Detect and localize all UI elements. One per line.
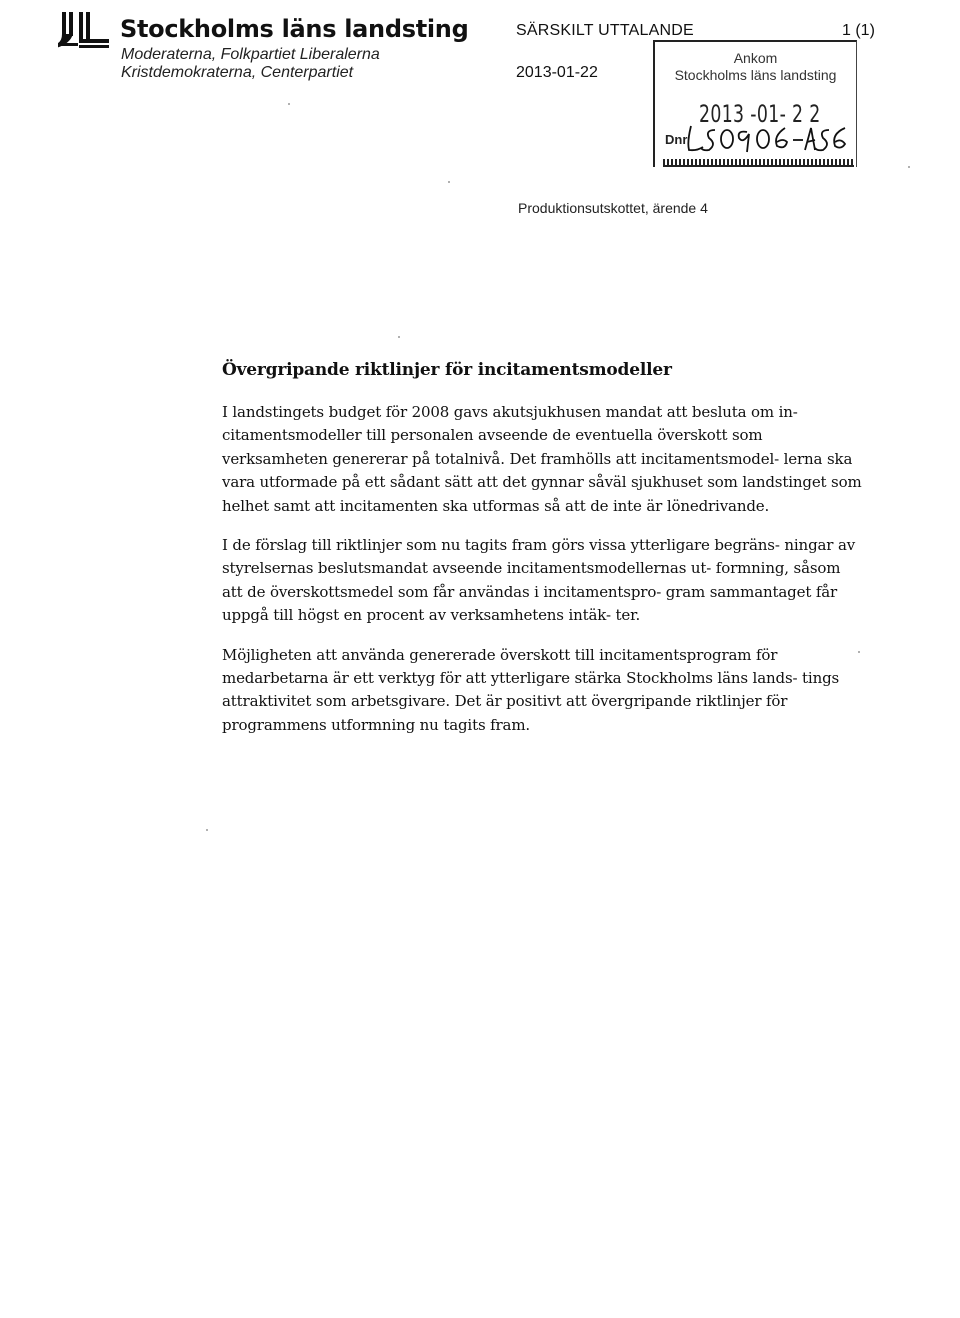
scan-speck: [398, 336, 400, 338]
parties-line-2: Kristdemokraterna, Centerpartiet: [121, 64, 354, 81]
received-stamp: [653, 40, 857, 167]
scan-speck: [288, 103, 290, 105]
stamp-perforation: [663, 159, 854, 167]
statement-body: [222, 360, 862, 753]
handwritten-dnr-signature: [681, 120, 851, 160]
scan-speck: [908, 166, 910, 168]
scan-speck: [858, 651, 860, 653]
parties-line-1: Moderaterna, Folkpartiet Liberalerna: [121, 46, 380, 63]
document-type: SÄRSKILT UTTALANDE: [516, 22, 694, 39]
committee-reference: Produktionsutskottet, ärende 4: [518, 200, 708, 216]
scan-speck: [206, 829, 208, 831]
scan-speck: [448, 181, 450, 183]
stamp-received-date: 2013 -01- 2 2: [699, 100, 821, 128]
stamp-label-received: Ankom: [733, 50, 778, 66]
document-date: 2013-01-22: [516, 64, 598, 81]
organization-name: Stockholms läns landsting: [120, 15, 469, 43]
stamp-label-organization: Stockholms läns landsting: [674, 67, 837, 83]
paragraph-1: I landstingets budget för 2008 gavs akutsjukhusen mandat att besluta om in- citamentsmodeller till personalen avseende de eventuella överskott som verksamheten genererar på totalnivå. Det framhölls att incitamentsmodel- lerna ska vara utformade på ett sådant sätt att det gynnar såväl sjukhuset som landstinget som helhet samt att incitamenten ska utformas så att de inte är lönedrivande.: [222, 403, 862, 515]
sll-logo-icon: [58, 10, 116, 50]
statement-heading: Övergripande riktlinjer för incitamentsmodeller: [222, 360, 672, 380]
page-number: 1 (1): [842, 22, 875, 39]
paragraph-3: Möjligheten att använda genererade överskott till incitamentsprogram för medarbetarna är ett verktyg för att ytterligare stärka Stockholms läns lands- tings attraktivitet som arbetsgivare. Det är positivt att övergripande riktlinjer för programmens utformning nu tagits fram.: [222, 645, 840, 734]
paragraph-2: I de förslag till riktlinjer som nu tagits fram görs vissa ytterligare begräns- ningar av styrelsernas beslutsmandat avseende incitamentsmodellernas ut- formning, såsom att de överskottsmedel som får användas i incitamentspro- gram sammantaget får uppgå till högst en procent av verksamhetens intäk- ter.: [222, 536, 856, 625]
stamp-dnr-label: Dnr: [665, 132, 688, 147]
